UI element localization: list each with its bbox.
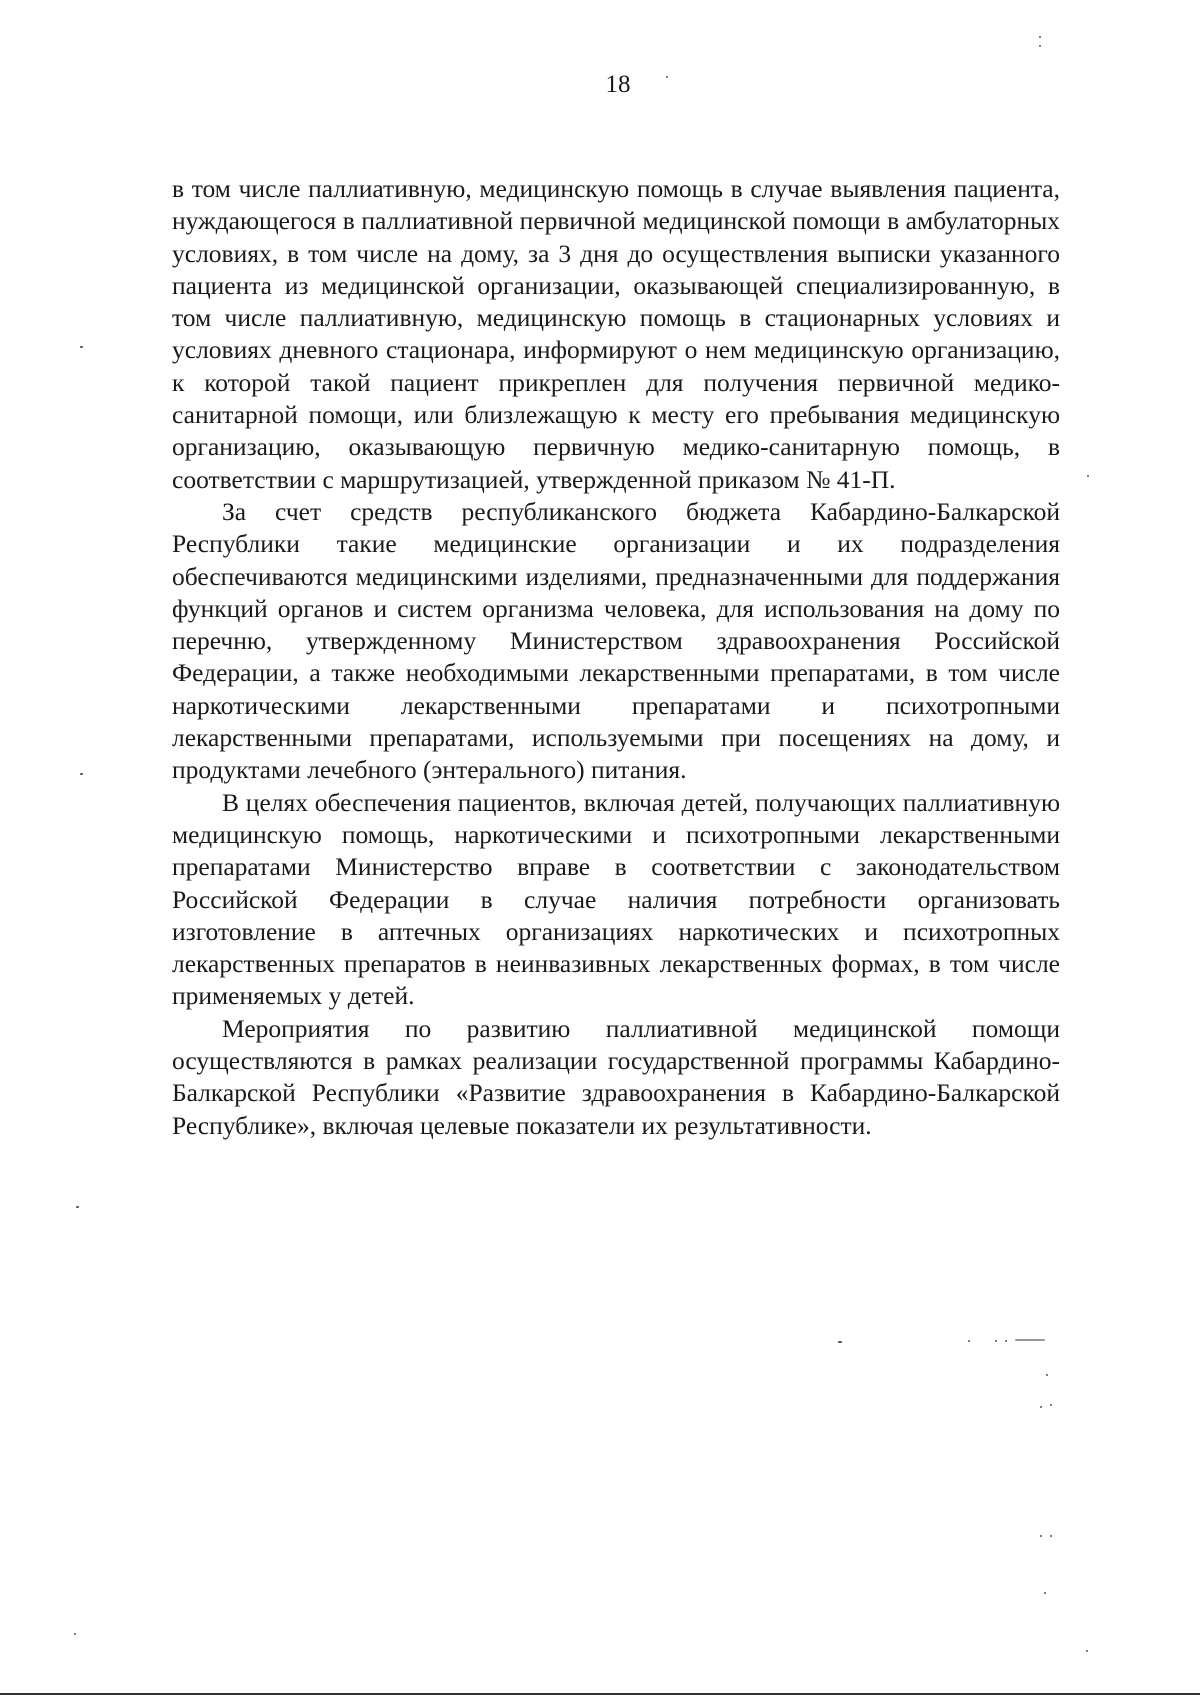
scan-edge-line bbox=[0, 1693, 1200, 1695]
scan-speck bbox=[1039, 36, 1041, 38]
scan-speck bbox=[1040, 1406, 1042, 1408]
scan-speck bbox=[80, 346, 83, 348]
scan-speck bbox=[666, 76, 668, 78]
body-text bbox=[172, 173, 1060, 1142]
scan-speck bbox=[1046, 1374, 1048, 1376]
scan-speck bbox=[1044, 1592, 1046, 1594]
scan-speck bbox=[76, 1206, 79, 1208]
scan-speck bbox=[74, 1633, 76, 1635]
scan-speck bbox=[1087, 475, 1089, 477]
paragraph-2: За счет средств республиканского бюджета Кабардино-Балкарской Республики такие медицинские организации и их подразделения обеспечиваются медицинскими изделиями, предназначенными для поддержания функций органов и систем организма человека, для использования на дому по перечню, утвержденному Министерством здравоохранения Российской Федерации, а также необходимыми лекарственными препаратами, в том числе наркотическими лекарственными препаратами и психотропными лекарственными препаратами, используемыми при посещениях на дому, и продуктами лечебного (энтерального) питания. bbox=[172, 496, 1060, 785]
scan-speck bbox=[1086, 1650, 1088, 1652]
scan-speck bbox=[1015, 1339, 1045, 1341]
scan-speck bbox=[838, 1341, 842, 1343]
paragraph-1: в том числе паллиативную, медицинскую помощь в случае выявления пациента, нуждающегося в паллиативной первичной медицинской помощи в амбулаторных условиях, в том числе на дому, за 3 дня до осуществления выписки указанного пациента из медицинской организации, оказывающей специализированную, в том числе паллиативную, медицинскую помощь в стационарных условиях и условиях дневного стационара, информируют о нем медицинскую организацию, к которой такой пациент прикреплен для получения первичной медико-санитарной помощи, или близлежащую к месту его пребывания медицинскую организацию, оказывающую первичную медико-санитарную помощь, в соответствии с маршрутизацией, утвержденной приказом № 41-П. bbox=[172, 174, 1060, 494]
scan-speck bbox=[968, 1340, 970, 1342]
scan-speck bbox=[1005, 1340, 1007, 1342]
scan-speck bbox=[80, 773, 83, 775]
page-number: 18 bbox=[605, 71, 631, 98]
paragraph-4: Мероприятия по развитию паллиативной медицинской помощи осуществляются в рамках реализации государственной программы Кабардино-Балкарской Республики «Развитие здравоохранения в Кабардино-Балкарской Республике», включая целевые показатели их результативности. bbox=[172, 1013, 1060, 1140]
scan-speck bbox=[1039, 45, 1041, 47]
scan-speck bbox=[1050, 1535, 1052, 1537]
scan-speck bbox=[1050, 1404, 1052, 1406]
scan-speck bbox=[1040, 1535, 1042, 1537]
paragraph-3: В целях обеспечения пациентов, включая детей, получающих паллиативную медицинскую помощь, наркотическими и психотропными лекарственными препаратами Министерство вправе в соответствии с законодательством Российской Федерации в случае наличия потребности организовать изготовление в аптечных организациях наркотических и психотропных лекарственных препаратов в неинвазивных лекарственных формах, в том числе применяемых у детей. bbox=[172, 787, 1060, 1011]
scan-speck bbox=[995, 1340, 997, 1342]
